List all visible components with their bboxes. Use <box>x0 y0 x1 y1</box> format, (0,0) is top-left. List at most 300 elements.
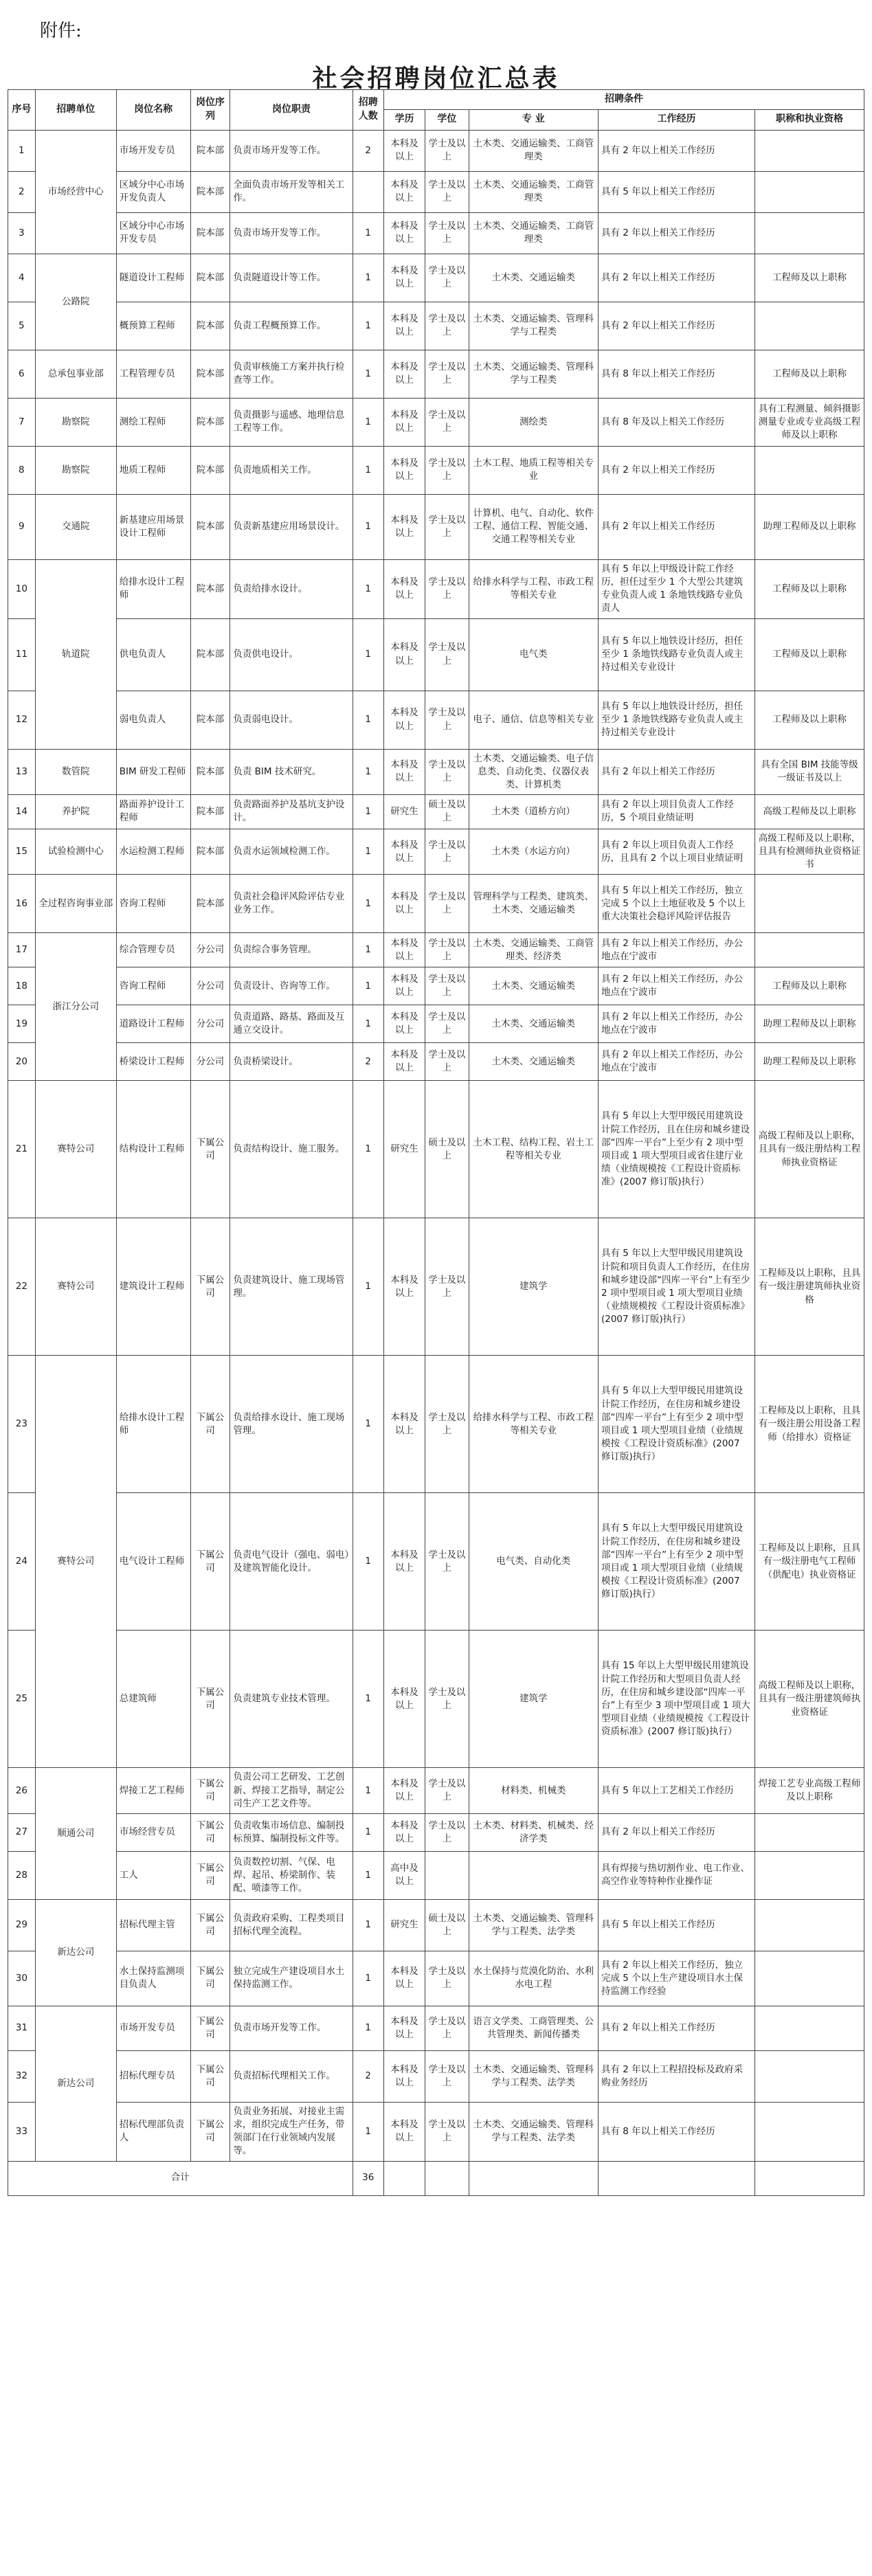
degree <box>425 1851 469 1899</box>
title-qualification: 助理工程师及以上职称 <box>755 1043 864 1081</box>
major: 电子、通信、信息等相关专业 <box>469 691 598 749</box>
row-index: 33 <box>8 2102 36 2161</box>
degree: 学士及以上 <box>425 1631 469 1768</box>
post-name: 焊接工艺工程师 <box>116 1768 190 1813</box>
work-experience: 具有 5 年以上大型甲级民用建筑设计院工作经历，且在住房和城乡建设部“四库一平台”上至少有 2 项中型项目或 1 项大型项目或省住建厅业绩（业绩规模按《工程设计资质标准》(2007 修订版)执行） <box>598 1081 754 1218</box>
post-duty: 负责结构设计、施工服务。 <box>230 1081 353 1218</box>
unit-name: 浙江分公司 <box>35 933 116 1081</box>
total-row <box>8 2161 864 2195</box>
education: 本科及以上 <box>383 1951 425 2006</box>
major: 土木工程、结构工程、岩土工程等相关专业 <box>469 1081 598 1218</box>
header-post: 岗位名称 <box>116 90 190 131</box>
education: 本科及以上 <box>383 967 425 1005</box>
unit-name: 总承包事业部 <box>35 350 116 398</box>
work-experience: 具有 2 年以上相关工作经历 <box>598 212 754 254</box>
work-experience: 具有焊接与热切割作业、电工作业、高空作业等特种作业操作证 <box>598 1851 754 1899</box>
total-empty-cell <box>598 2161 754 2195</box>
degree: 学士及以上 <box>425 398 469 446</box>
post-duty: 负责审核施工方案并执行检查等工作。 <box>230 350 353 398</box>
major: 土木类（水运方向） <box>469 829 598 874</box>
title-qualification <box>755 875 864 933</box>
work-experience: 具有 5 年以上大型甲级民用建筑设计院工作经历，在住房和城乡建设部“四库一平台”上有至少 2 项中型项目或 1 项大型项目业绩（业绩规模按《工程设计资质标准》(2007 修订版)执行） <box>598 1356 754 1493</box>
work-experience: 具有 8 年以上相关工作经历 <box>598 350 754 398</box>
title-qualification: 高级工程师及以上职称，且具有检测师执业资格证书 <box>755 829 864 874</box>
degree: 硕士及以上 <box>425 794 469 829</box>
table-row <box>8 302 864 350</box>
post-sequence: 下属公司 <box>190 1356 230 1493</box>
row-index: 32 <box>8 2050 36 2102</box>
table-row <box>8 1005 864 1043</box>
row-index: 8 <box>8 446 36 494</box>
post-name: 路面养护设计工程师 <box>116 794 190 829</box>
education: 本科及以上 <box>383 1356 425 1493</box>
degree: 学士及以上 <box>425 559 469 618</box>
post-sequence: 分公司 <box>190 933 230 967</box>
row-index: 28 <box>8 1851 36 1899</box>
unit-name: 顺通公司 <box>35 1768 116 1899</box>
hire-count: 1 <box>353 967 383 1005</box>
title-qualification: 高级工程师及以上职称，且具有一级注册建筑师执业资格证 <box>755 1631 864 1768</box>
major: 土木类、交通运输类、工商管理类 <box>469 212 598 254</box>
unit-name: 交通院 <box>35 494 116 559</box>
degree: 学士及以上 <box>425 1218 469 1356</box>
table-row <box>8 1768 864 1813</box>
title-qualification: 工程师及以上职称 <box>755 350 864 398</box>
row-index: 20 <box>8 1043 36 1081</box>
education: 本科及以上 <box>383 2102 425 2161</box>
major: 语言文学类、工商管理类、公共管理类、新闻传播类 <box>469 2006 598 2050</box>
work-experience: 具有 15 年以上大型甲级民用建筑设计院工作经历和大型项目负责人经历，在住房和城乡建设部“四库一平台”上有至少 3 项中型项目或 1 项大型项目业绩（业绩规模按《工程设计资质标准》(2007 修订版)执行） <box>598 1631 754 1768</box>
header-seq: 岗位序列 <box>190 90 230 131</box>
header-edu: 学历 <box>383 109 425 130</box>
hire-count: 1 <box>353 212 383 254</box>
row-index: 19 <box>8 1005 36 1043</box>
hire-count: 1 <box>353 691 383 749</box>
post-sequence: 下属公司 <box>190 1899 230 1951</box>
row-index: 3 <box>8 212 36 254</box>
work-experience: 具有 2 年以上相关工作经历，办公地点在宁波市 <box>598 1043 754 1081</box>
table-row <box>8 749 864 794</box>
post-duty: 全面负责市场开发等相关工作。 <box>230 171 353 212</box>
major: 土木类、交通运输类 <box>469 254 598 302</box>
work-experience: 具有 2 年以上相关工作经历，办公地点在宁波市 <box>598 967 754 1005</box>
education: 本科及以上 <box>383 1768 425 1813</box>
row-index: 2 <box>8 171 36 212</box>
attachment-label: 附件: <box>40 21 82 41</box>
header-count: 招聘人数 <box>353 90 383 131</box>
education: 高中及以上 <box>383 1851 425 1899</box>
title-qualification <box>755 2006 864 2050</box>
post-sequence: 院本部 <box>190 875 230 933</box>
table-row <box>8 1493 864 1631</box>
post-sequence: 院本部 <box>190 254 230 302</box>
total-count: 36 <box>353 2161 383 2195</box>
degree: 学士及以上 <box>425 171 469 212</box>
major: 给排水科学与工程、市政工程等相关专业 <box>469 559 598 618</box>
row-index: 21 <box>8 1081 36 1218</box>
post-name: 电气设计工程师 <box>116 1493 190 1631</box>
row-index: 11 <box>8 618 36 691</box>
post-sequence: 院本部 <box>190 302 230 350</box>
work-experience: 具有 5 年以上相关工作经历，独立完成 5 个以上土地征收及 5 个以上重大决策社会稳评风险评估报告 <box>598 875 754 933</box>
row-index: 29 <box>8 1899 36 1951</box>
post-duty: 负责弱电设计。 <box>230 691 353 749</box>
unit-name: 新达公司 <box>35 1899 116 2006</box>
title-qualification <box>755 171 864 212</box>
post-sequence: 下属公司 <box>190 2102 230 2161</box>
title-qualification <box>755 130 864 171</box>
post-sequence: 院本部 <box>190 829 230 874</box>
work-experience: 具有 2 年以上相关工作经历 <box>598 302 754 350</box>
hire-count: 1 <box>353 1951 383 2006</box>
post-duty: 负责公司工艺研发、工艺创新、焊接工艺指导，制定公司生产工艺文件等。 <box>230 1768 353 1813</box>
post-name: 新基建应用场景设计工程师 <box>116 494 190 559</box>
hire-count: 1 <box>353 2006 383 2050</box>
post-name: 招标代理专员 <box>116 2050 190 2102</box>
major: 水土保持与荒漠化防治、水利水电工程 <box>469 1951 598 2006</box>
title-qualification <box>755 1951 864 2006</box>
table-row <box>8 1951 864 2006</box>
post-name: 给排水设计工程师 <box>116 559 190 618</box>
education: 本科及以上 <box>383 2050 425 2102</box>
hire-count: 1 <box>353 875 383 933</box>
work-experience: 具有 2 年以上相关工作经历 <box>598 749 754 794</box>
title-qualification: 具有工程测量、倾斜摄影测量专业或专业高级工程师及以上职称 <box>755 398 864 446</box>
post-duty: 负责设计、咨询等工作。 <box>230 967 353 1005</box>
row-index: 24 <box>8 1493 36 1631</box>
major: 土木类、材料类、机械类、经济学类 <box>469 1813 598 1851</box>
education: 本科及以上 <box>383 559 425 618</box>
post-name: 工人 <box>116 1851 190 1899</box>
table-row <box>8 875 864 933</box>
row-index: 26 <box>8 1768 36 1813</box>
title-qualification <box>755 2050 864 2102</box>
title-qualification: 具有全国 BIM 技能等级一级证书及以上 <box>755 749 864 794</box>
unit-name: 赛特公司 <box>35 1081 116 1218</box>
post-duty: 负责电气设计（强电、弱电）及建筑智能化设计。 <box>230 1493 353 1631</box>
post-duty: 负责数控切割、气保、电焊、起吊、桥梁制作、装配、喷漆等工作。 <box>230 1851 353 1899</box>
post-duty: 负责供电设计。 <box>230 618 353 691</box>
post-name: 隧道设计工程师 <box>116 254 190 302</box>
education: 本科及以上 <box>383 933 425 967</box>
title-qualification: 助理工程师及以上职称 <box>755 494 864 559</box>
post-name: 区域分中心市场开发负责人 <box>116 171 190 212</box>
major: 土木类、交通运输类、工商管理类 <box>469 171 598 212</box>
major: 土木类、交通运输类 <box>469 1005 598 1043</box>
hire-count: 1 <box>353 398 383 446</box>
hire-count: 1 <box>353 1768 383 1813</box>
work-experience: 具有 2 年以上相关工作经历 <box>598 130 754 171</box>
row-index: 27 <box>8 1813 36 1851</box>
total-empty-cell <box>425 2161 469 2195</box>
row-index: 16 <box>8 875 36 933</box>
post-name: BIM 研发工程师 <box>116 749 190 794</box>
education: 本科及以上 <box>383 171 425 212</box>
post-sequence: 下属公司 <box>190 2006 230 2050</box>
post-duty: 负责摄影与遥感、地理信息工程等工作。 <box>230 398 353 446</box>
education: 本科及以上 <box>383 2006 425 2050</box>
post-duty: 负责工程概预算工作。 <box>230 302 353 350</box>
post-sequence: 院本部 <box>190 212 230 254</box>
work-experience: 具有 2 年以上相关工作经历，独立完成 5 个以上生产建设项目水土保持监测工作经验 <box>598 1951 754 2006</box>
major: 测绘类 <box>469 398 598 446</box>
hire-count: 1 <box>353 1899 383 1951</box>
title-qualification: 工程师及以上职称 <box>755 691 864 749</box>
major: 管理科学与工程类、建筑类、土木类、交通运输类 <box>469 875 598 933</box>
post-duty: 负责招标代理相关工作。 <box>230 2050 353 2102</box>
post-duty: 负责建筑设计、施工现场管理。 <box>230 1218 353 1356</box>
post-sequence: 院本部 <box>190 749 230 794</box>
work-experience: 具有 2 年以上项目负责人工作经历，且具有 2 个以上项目业绩证明 <box>598 829 754 874</box>
hire-count: 1 <box>353 749 383 794</box>
row-index: 23 <box>8 1356 36 1493</box>
post-sequence: 院本部 <box>190 559 230 618</box>
major: 土木类、交通运输类、管理科学与工程类、法学类 <box>469 2102 598 2161</box>
work-experience: 具有 2 年以上项目负责人工作经历，5 个项目业绩证明 <box>598 794 754 829</box>
row-index: 6 <box>8 350 36 398</box>
header-title: 职称和执业资格 <box>755 109 864 130</box>
post-sequence: 院本部 <box>190 494 230 559</box>
row-index: 15 <box>8 829 36 874</box>
degree: 学士及以上 <box>425 1768 469 1813</box>
title-qualification <box>755 1899 864 1951</box>
degree: 学士及以上 <box>425 1493 469 1631</box>
education: 本科及以上 <box>383 875 425 933</box>
hire-count: 1 <box>353 446 383 494</box>
degree: 学士及以上 <box>425 967 469 1005</box>
post-sequence: 下属公司 <box>190 2050 230 2102</box>
major: 土木工程、地质工程等相关专业 <box>469 446 598 494</box>
table-row <box>8 1356 864 1493</box>
hire-count: 2 <box>353 1043 383 1081</box>
hire-count: 1 <box>353 1813 383 1851</box>
post-name: 咨询工程师 <box>116 967 190 1005</box>
education: 本科及以上 <box>383 1493 425 1631</box>
row-index: 4 <box>8 254 36 302</box>
table-row <box>8 398 864 446</box>
post-name: 供电负责人 <box>116 618 190 691</box>
row-index: 17 <box>8 933 36 967</box>
education: 研究生 <box>383 1081 425 1218</box>
unit-name: 赛特公司 <box>35 1356 116 1768</box>
total-empty-cell <box>469 2161 598 2195</box>
major: 土木类、交通运输类 <box>469 967 598 1005</box>
title-qualification <box>755 933 864 967</box>
degree: 学士及以上 <box>425 254 469 302</box>
unit-name: 试验检测中心 <box>35 829 116 874</box>
education: 本科及以上 <box>383 494 425 559</box>
post-sequence: 院本部 <box>190 171 230 212</box>
table-row <box>8 1899 864 1951</box>
post-duty: 负责市场开发等工作。 <box>230 130 353 171</box>
post-duty: 负责收集市场信息、编制投标预算、编制投标文件等。 <box>230 1813 353 1851</box>
post-duty: 负责业务拓展、对接业主需求，组织完成生产任务，带领部门在行业领域内发展等。 <box>230 2102 353 2161</box>
education: 本科及以上 <box>383 254 425 302</box>
degree: 学士及以上 <box>425 2050 469 2102</box>
work-experience: 具有 2 年以上相关工作经历 <box>598 446 754 494</box>
header-duty: 岗位职责 <box>230 90 353 131</box>
hire-count: 1 <box>353 559 383 618</box>
post-sequence: 院本部 <box>190 794 230 829</box>
table-row <box>8 559 864 618</box>
hire-count <box>353 171 383 212</box>
post-name: 桥梁设计工程师 <box>116 1043 190 1081</box>
education: 本科及以上 <box>383 398 425 446</box>
unit-name: 轨道院 <box>35 559 116 749</box>
table-row <box>8 1218 864 1356</box>
table-row <box>8 1081 864 1218</box>
title-qualification: 助理工程师及以上职称 <box>755 1005 864 1043</box>
post-name: 总建筑师 <box>116 1631 190 1768</box>
row-index: 30 <box>8 1951 36 2006</box>
row-index: 25 <box>8 1631 36 1768</box>
post-duty: 负责道路、路基、路面及互通立交设计。 <box>230 1005 353 1043</box>
post-duty: 负责路面养护及基坑支护设计。 <box>230 794 353 829</box>
row-index: 13 <box>8 749 36 794</box>
row-index: 18 <box>8 967 36 1005</box>
title-qualification: 工程师及以上职称 <box>755 618 864 691</box>
work-experience: 具有 2 年以上相关工作经历 <box>598 254 754 302</box>
post-name: 结构设计工程师 <box>116 1081 190 1218</box>
header-unit: 招聘单位 <box>35 90 116 131</box>
unit-name: 勘察院 <box>35 446 116 494</box>
major: 电气类 <box>469 618 598 691</box>
table-row <box>8 1851 864 1899</box>
hire-count: 1 <box>353 1493 383 1631</box>
work-experience: 具有 2 年以上相关工作经历，办公地点在宁波市 <box>598 933 754 967</box>
education: 本科及以上 <box>383 1218 425 1356</box>
hire-count: 1 <box>353 494 383 559</box>
major: 土木类、交通运输类、管理科学与工程类、法学类 <box>469 1899 598 1951</box>
total-empty-cell <box>755 2161 864 2195</box>
education: 本科及以上 <box>383 350 425 398</box>
row-index: 31 <box>8 2006 36 2050</box>
post-name: 给排水设计工程师 <box>116 1356 190 1493</box>
education: 本科及以上 <box>383 1813 425 1851</box>
major: 土木类、交通运输类、工商管理类、经济类 <box>469 933 598 967</box>
post-sequence: 下属公司 <box>190 1951 230 2006</box>
header-major: 专 业 <box>469 109 598 130</box>
table-row <box>8 618 864 691</box>
degree: 学士及以上 <box>425 2006 469 2050</box>
degree: 学士及以上 <box>425 302 469 350</box>
row-index: 12 <box>8 691 36 749</box>
unit-name: 勘察院 <box>35 398 116 446</box>
major: 计算机、电气、自动化、软件工程、通信工程、智能交通、交通工程等相关专业 <box>469 494 598 559</box>
title-qualification: 工程师及以上职称 <box>755 967 864 1005</box>
post-sequence: 院本部 <box>190 691 230 749</box>
major: 电气类、自动化类 <box>469 1493 598 1631</box>
hire-count: 1 <box>353 1631 383 1768</box>
post-duty: 负责 BIM 技术研究。 <box>230 749 353 794</box>
work-experience: 具有 2 年以上相关工作经历，办公地点在宁波市 <box>598 1005 754 1043</box>
post-sequence: 分公司 <box>190 1005 230 1043</box>
major <box>469 1851 598 1899</box>
post-name: 概预算工程师 <box>116 302 190 350</box>
post-sequence: 下属公司 <box>190 1813 230 1851</box>
post-duty: 负责隧道设计等工作。 <box>230 254 353 302</box>
hire-count: 1 <box>353 829 383 874</box>
row-index: 7 <box>8 398 36 446</box>
total-empty-cell <box>383 2161 425 2195</box>
table-row <box>8 171 864 212</box>
degree: 学士及以上 <box>425 1005 469 1043</box>
row-index: 10 <box>8 559 36 618</box>
post-name: 道路设计工程师 <box>116 1005 190 1043</box>
degree: 学士及以上 <box>425 618 469 691</box>
degree: 学士及以上 <box>425 494 469 559</box>
table-row <box>8 350 864 398</box>
title-qualification: 工程师及以上职称，且具有一级注册公用设备工程师（给排水）资格证 <box>755 1356 864 1493</box>
unit-name: 公路院 <box>35 254 116 350</box>
degree: 学士及以上 <box>425 1813 469 1851</box>
post-sequence: 下属公司 <box>190 1631 230 1768</box>
degree: 硕士及以上 <box>425 1081 469 1218</box>
major: 建筑学 <box>469 1631 598 1768</box>
hire-count: 2 <box>353 130 383 171</box>
post-duty: 负责新基建应用场景设计。 <box>230 494 353 559</box>
title-qualification <box>755 2102 864 2161</box>
post-name: 区域分中心市场开发专员 <box>116 212 190 254</box>
hire-count: 2 <box>353 2050 383 2102</box>
post-duty: 负责市场开发等工作。 <box>230 2006 353 2050</box>
title-qualification: 工程师及以上职称 <box>755 559 864 618</box>
hire-count: 1 <box>353 254 383 302</box>
post-duty: 负责给排水设计。 <box>230 559 353 618</box>
table-row <box>8 967 864 1005</box>
header-index: 序号 <box>8 90 36 131</box>
major: 给排水科学与工程、市政工程等相关专业 <box>469 1356 598 1493</box>
title-qualification: 工程师及以上职称，且具有一级注册建筑师执业资格 <box>755 1218 864 1356</box>
table-row <box>8 130 864 171</box>
post-duty: 负责水运领域检测工作。 <box>230 829 353 874</box>
title-qualification: 工程师及以上职称，且具有一级注册电气工程师（供配电）执业资格证 <box>755 1493 864 1631</box>
post-sequence: 下属公司 <box>190 1768 230 1813</box>
table-row <box>8 1043 864 1081</box>
total-label: 合计 <box>8 2161 353 2195</box>
title-qualification <box>755 302 864 350</box>
work-experience: 具有 2 年以上相关工作经历 <box>598 494 754 559</box>
row-index: 14 <box>8 794 36 829</box>
post-name: 水运检测工程师 <box>116 829 190 874</box>
post-name: 地质工程师 <box>116 446 190 494</box>
post-name: 市场开发专员 <box>116 2006 190 2050</box>
table-row <box>8 446 864 494</box>
education: 本科及以上 <box>383 212 425 254</box>
education: 本科及以上 <box>383 829 425 874</box>
education: 研究生 <box>383 794 425 829</box>
major: 土木类、交通运输类、管理科学与工程类、法学类 <box>469 2050 598 2102</box>
hire-count: 1 <box>353 1005 383 1043</box>
work-experience: 具有 8 年以上相关工作经历 <box>598 2102 754 2161</box>
post-duty: 负责桥梁设计。 <box>230 1043 353 1081</box>
work-experience: 具有 2 年以上相关工作经历 <box>598 1813 754 1851</box>
degree: 学士及以上 <box>425 1951 469 2006</box>
education: 本科及以上 <box>383 446 425 494</box>
post-sequence: 下属公司 <box>190 1493 230 1631</box>
education: 研究生 <box>383 1899 425 1951</box>
hire-count: 1 <box>353 794 383 829</box>
post-name: 咨询工程师 <box>116 875 190 933</box>
degree: 学士及以上 <box>425 212 469 254</box>
post-sequence: 分公司 <box>190 967 230 1005</box>
degree: 学士及以上 <box>425 875 469 933</box>
post-sequence: 院本部 <box>190 130 230 171</box>
hire-count: 1 <box>353 1356 383 1493</box>
post-sequence: 下属公司 <box>190 1851 230 1899</box>
table-row <box>8 2102 864 2161</box>
title-qualification <box>755 212 864 254</box>
